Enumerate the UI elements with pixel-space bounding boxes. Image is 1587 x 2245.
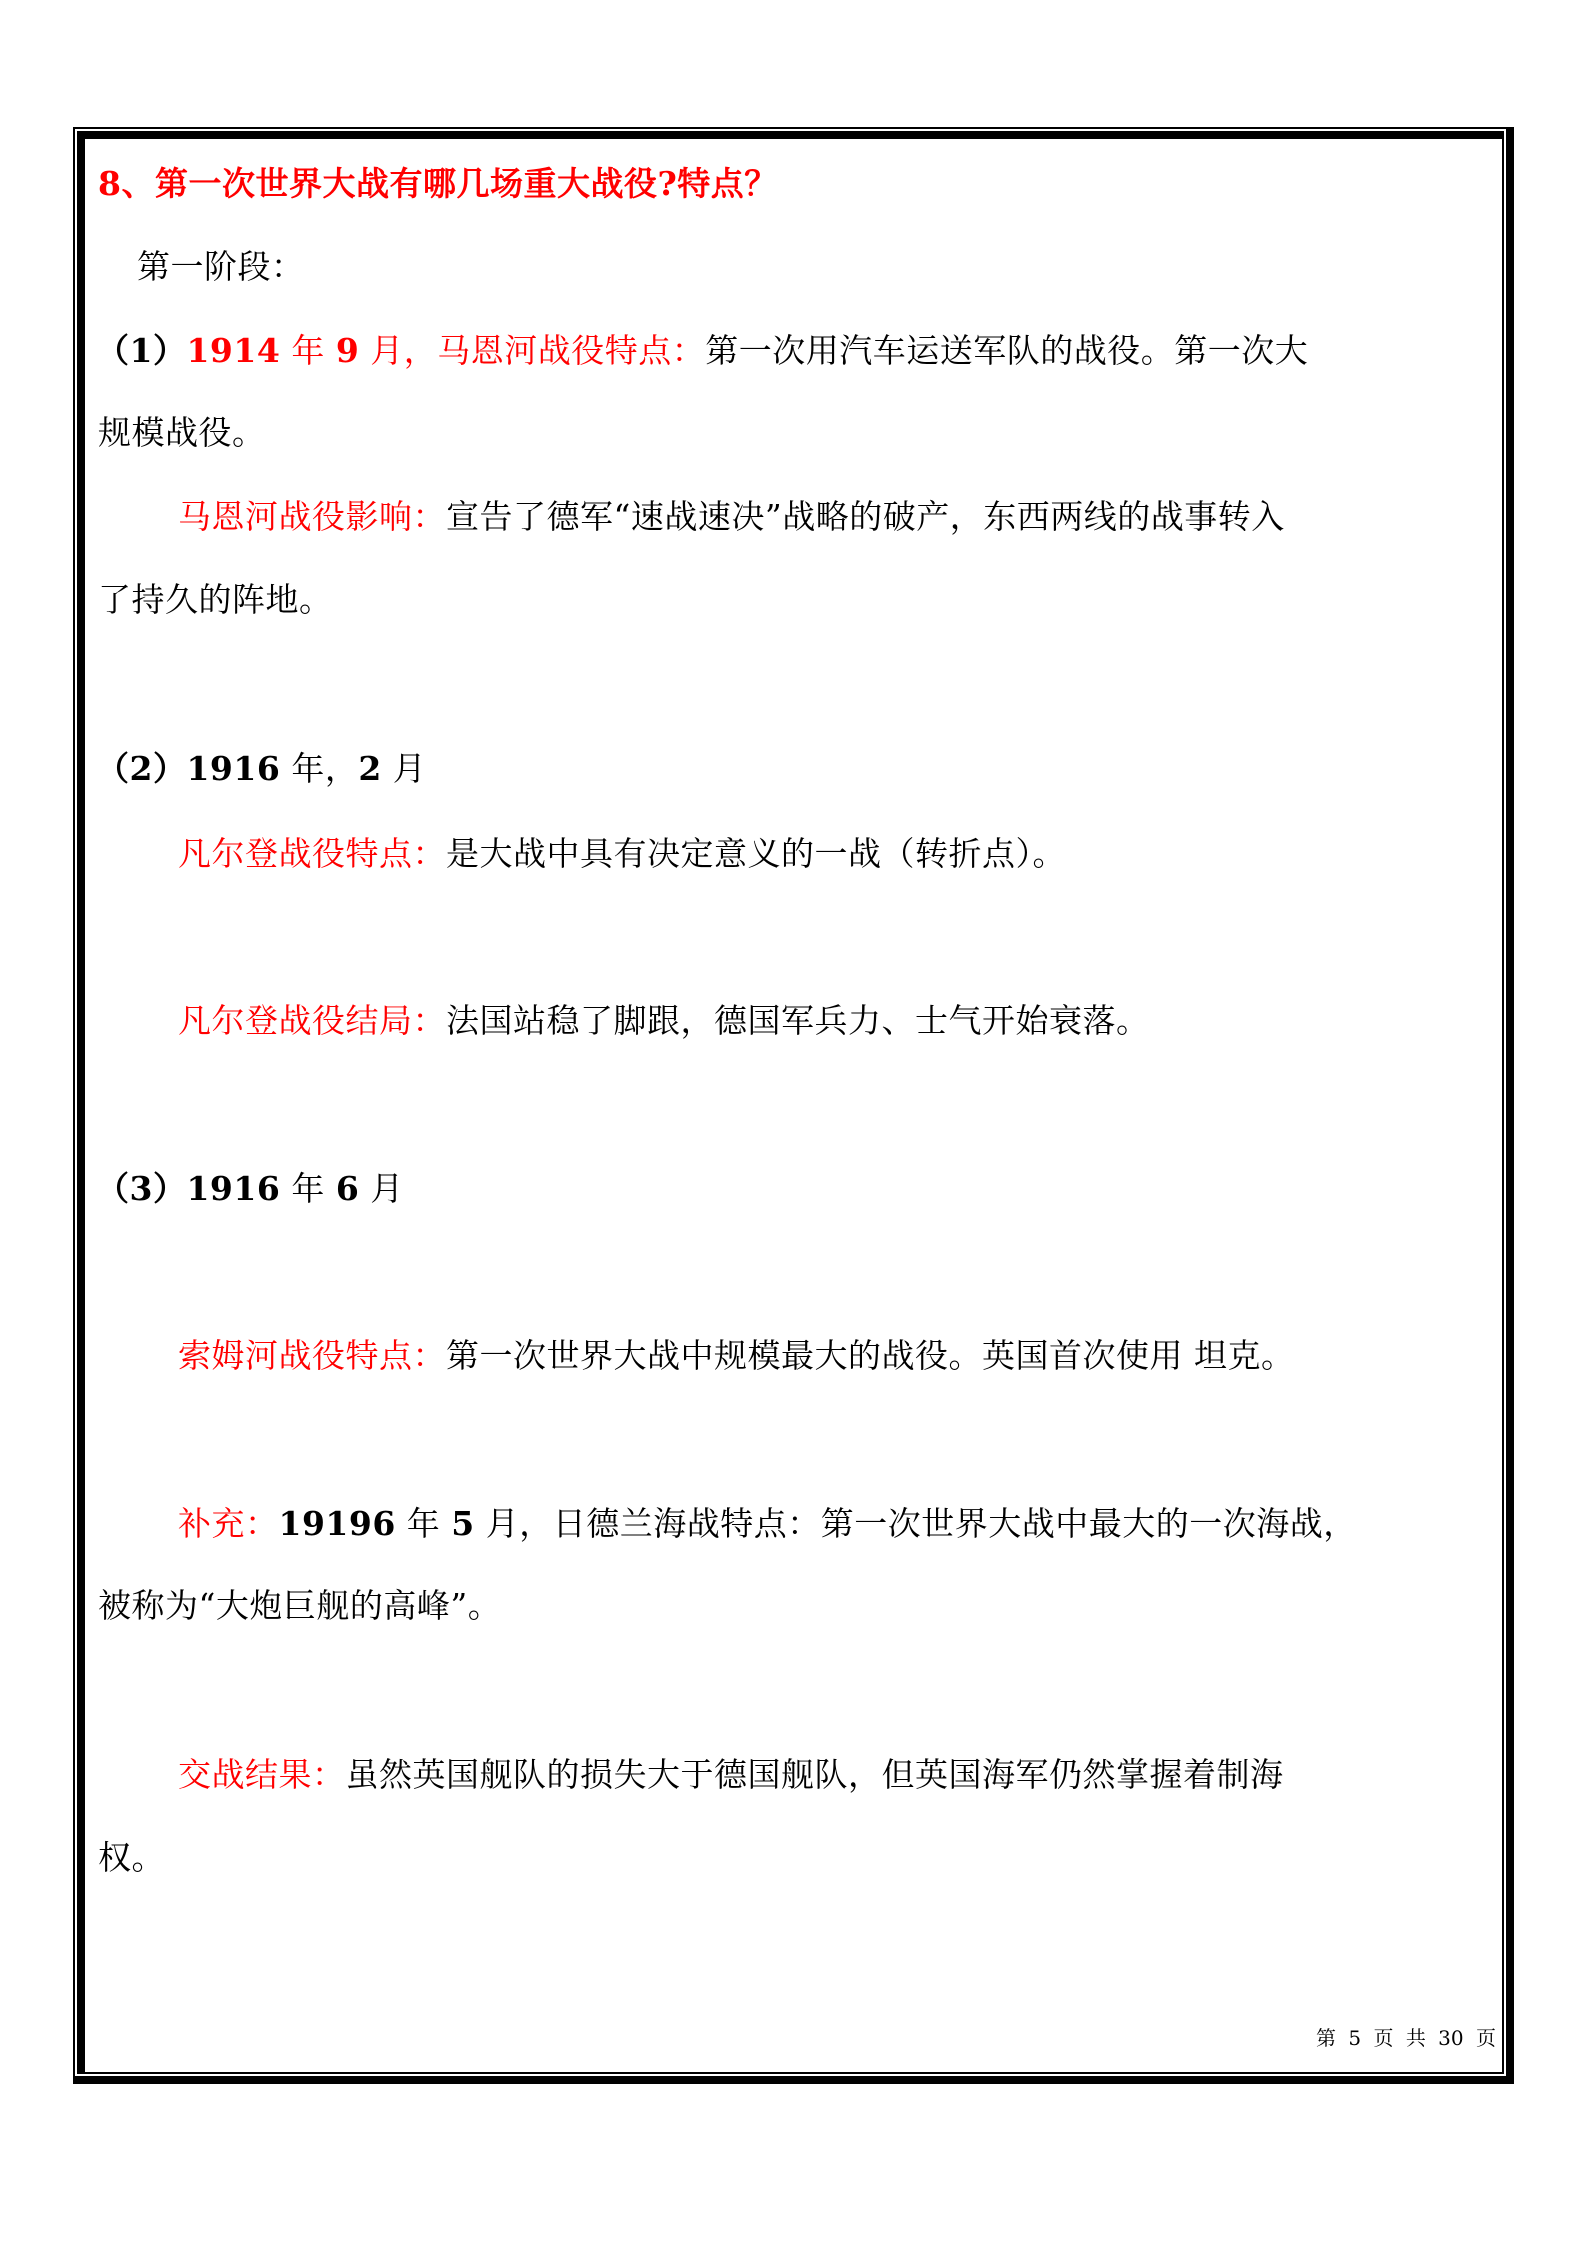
- battle1-month-unit: 月，: [359, 331, 438, 370]
- supplement-result-line1: [178, 1755, 1578, 1795]
- supplement-year-unit: 年: [395, 1504, 452, 1543]
- supplement-label: 补充：: [178, 1504, 279, 1543]
- battle3-number: （3）: [96, 1169, 187, 1208]
- supplement-month: 5: [451, 1504, 475, 1543]
- supplement-result-text-cont: 权。: [98, 1838, 165, 1877]
- battle2-result-label: 凡尔登战役结局：: [178, 1001, 446, 1040]
- battle2-result-text: 法国站稳了脚跟，德国军兵力、士气开始衰落。: [446, 1001, 1150, 1040]
- battle2-result-line: [178, 1001, 1578, 1041]
- supplement-line2: [98, 1586, 1498, 1626]
- battle1-feature-label: 马恩河战役特点：: [437, 331, 706, 370]
- battle3-feature-line: [178, 1336, 1578, 1376]
- supplement-text: 日德兰海战特点：第一次世界大战中最大的一次海战，: [552, 1504, 1357, 1543]
- battle3-year-unit: 年: [280, 1169, 336, 1208]
- battle1-number: （1）: [96, 331, 187, 370]
- battle1-impact-label: 马恩河战役影响：: [178, 497, 446, 536]
- supplement-month-unit: 月，: [474, 1504, 553, 1543]
- supplement-text-cont: 被称为“大炮巨舰的高峰”。: [98, 1586, 502, 1625]
- heading-text: 8、第一次世界大战有哪几场重大战役?特点？: [98, 164, 778, 203]
- supplement-year: 19196: [278, 1504, 396, 1543]
- stage-label: [137, 247, 1537, 287]
- battle1-impact-text-cont: 了持久的阵地。: [98, 580, 333, 619]
- battle1-impact-line2: [98, 580, 1498, 620]
- battle3-feature-text: 第一次世界大战中规模最大的战役。英国首次使用 坦克。: [446, 1336, 1295, 1375]
- battle2-year: 1916: [186, 749, 281, 788]
- supplement-line1: [178, 1504, 1578, 1544]
- question-heading: [98, 164, 1498, 204]
- battle2-feature-text: 是大战中具有决定意义的一战（转折点）。: [446, 834, 1066, 873]
- supplement-result-text: 虽然英国舰队的损失大于德国舰队，但英国海军仍然掌握着制海: [345, 1755, 1284, 1794]
- battle2-year-unit: 年，: [280, 749, 359, 788]
- battle3-month-unit: 月: [359, 1169, 404, 1208]
- battle1-line2: [98, 413, 1498, 453]
- battle2-feature-label: 凡尔登战役特点：: [178, 834, 446, 873]
- battle2-month-unit: 月: [381, 749, 427, 788]
- battle1-year: 1914: [186, 331, 281, 370]
- stage-label-text: 第一阶段：: [137, 247, 305, 286]
- supplement-result-label: 交战结果：: [178, 1755, 346, 1794]
- supplement-result-line2: [98, 1838, 1498, 1878]
- battle1-impact-line1: [178, 497, 1578, 537]
- battle3-feature-label: 索姆河战役特点：: [178, 1336, 446, 1375]
- battle2-feature-line: [178, 834, 1578, 874]
- battle3-month: 6: [335, 1169, 360, 1208]
- battle3-date-line: [96, 1169, 1496, 1209]
- battle1-impact-text: 宣告了德军“速战速决”战略的破产，东西两线的战事转入: [446, 497, 1285, 536]
- battle2-date-line: [96, 749, 1496, 789]
- battle3-year: 1916: [186, 1169, 281, 1208]
- battle1-year-unit: 年: [280, 331, 336, 370]
- page-number: 第 5 页 共 30 页: [1316, 2026, 1496, 2050]
- battle2-month: 2: [358, 749, 382, 788]
- battle1-line1: [96, 331, 1496, 371]
- battle1-month: 9: [335, 331, 360, 370]
- battle1-feature-text: 第一次用汽车运送军队的战役。第一次大: [705, 331, 1309, 370]
- battle1-feature-text-cont: 规模战役。: [98, 413, 266, 452]
- battle2-number: （2）: [96, 749, 187, 788]
